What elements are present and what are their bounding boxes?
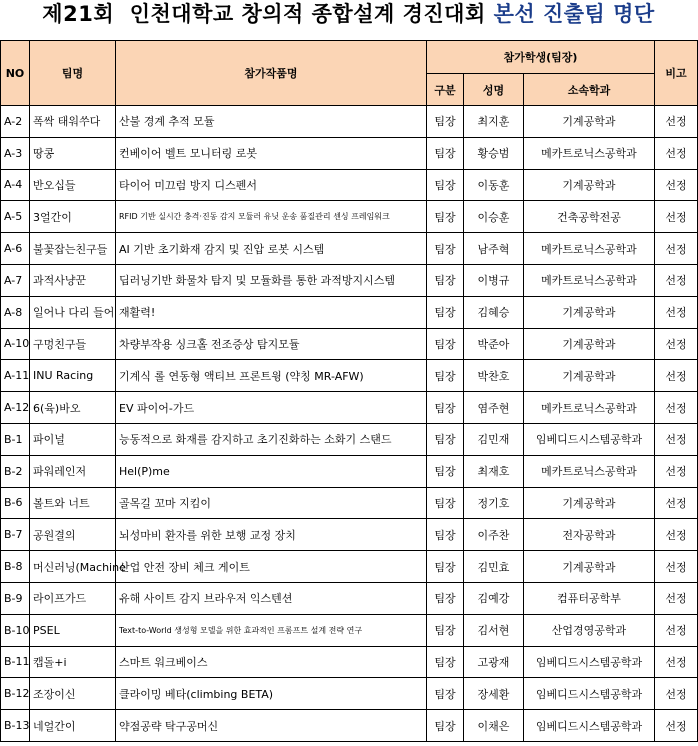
- row-note: 선정: [655, 646, 698, 678]
- row-role: 팀장: [427, 582, 464, 614]
- row-dept: 컴퓨터공학부: [524, 582, 655, 614]
- row-no: B-6: [1, 487, 30, 519]
- row-name: 박찬호: [464, 360, 524, 392]
- row-work: 뇌성마비 환자를 위한 보행 교정 장치: [116, 519, 427, 551]
- table-row: [1, 392, 698, 424]
- table-row: [1, 106, 698, 138]
- row-no: A-11: [1, 360, 30, 392]
- row-team: 6(육)바오: [30, 392, 116, 424]
- row-note: 선정: [655, 487, 698, 519]
- row-name: 김민효: [464, 551, 524, 583]
- row-role: 팀장: [427, 678, 464, 710]
- row-name: 이병규: [464, 264, 524, 296]
- row-note: 선정: [655, 423, 698, 455]
- row-name: 장세환: [464, 678, 524, 710]
- table-row: [1, 646, 698, 678]
- row-work: 클라이밍 베타(climbing BETA): [116, 678, 427, 710]
- row-no: B-2: [1, 455, 30, 487]
- row-name: 정기호: [464, 487, 524, 519]
- row-role: 팀장: [427, 169, 464, 201]
- table-row: [1, 296, 698, 328]
- row-dept: 임베디드시스템공학과: [524, 646, 655, 678]
- row-dept: 메카트로닉스공학과: [524, 137, 655, 169]
- row-dept: 기계공학과: [524, 169, 655, 201]
- row-note: 선정: [655, 614, 698, 646]
- row-team: 일어나 다리 들어: [30, 296, 116, 328]
- row-name: 최지훈: [464, 106, 524, 138]
- row-no: A-2: [1, 106, 30, 138]
- row-name: 남주혁: [464, 233, 524, 265]
- row-name: 최재호: [464, 455, 524, 487]
- row-name: 김서현: [464, 614, 524, 646]
- row-name: 이채은: [464, 710, 524, 742]
- row-dept: 전자공학과: [524, 519, 655, 551]
- finalist-table: [0, 40, 698, 742]
- row-no: A-4: [1, 169, 30, 201]
- row-note: 선정: [655, 392, 698, 424]
- row-team: 네얼간이: [30, 710, 116, 742]
- row-note: 선정: [655, 455, 698, 487]
- header-students: 참가학생(팀장): [427, 41, 655, 74]
- table-row: [1, 201, 698, 233]
- row-note: 선정: [655, 233, 698, 265]
- row-work: 기계식 롤 연동형 액티브 프론트윙 (약칭 MR-AFW): [116, 360, 427, 392]
- row-role: 팀장: [427, 614, 464, 646]
- row-dept: 기계공학과: [524, 106, 655, 138]
- row-dept: 임베디드시스템공학과: [524, 423, 655, 455]
- row-note: 선정: [655, 710, 698, 742]
- table-row: [1, 360, 698, 392]
- row-team: 볼트와 너트: [30, 487, 116, 519]
- row-name: 염주현: [464, 392, 524, 424]
- row-note: 선정: [655, 106, 698, 138]
- row-name: 김혜승: [464, 296, 524, 328]
- row-name: 황승범: [464, 137, 524, 169]
- row-note: 선정: [655, 519, 698, 551]
- row-role: 팀장: [427, 264, 464, 296]
- row-dept: 산업경영공학과: [524, 614, 655, 646]
- row-role: 팀장: [427, 233, 464, 265]
- row-team: 구멍친구들: [30, 328, 116, 360]
- row-role: 팀장: [427, 392, 464, 424]
- row-note: 선정: [655, 264, 698, 296]
- row-no: A-3: [1, 137, 30, 169]
- row-role: 팀장: [427, 519, 464, 551]
- row-role: 팀장: [427, 487, 464, 519]
- header-no: NO: [1, 41, 30, 106]
- row-name: 박준아: [464, 328, 524, 360]
- row-role: 팀장: [427, 710, 464, 742]
- row-role: 팀장: [427, 137, 464, 169]
- header-dept: 소속학과: [524, 74, 655, 106]
- row-team: 과적사냥꾼: [30, 264, 116, 296]
- row-role: 팀장: [427, 360, 464, 392]
- row-team: 캡돌+i: [30, 646, 116, 678]
- row-dept: 기계공학과: [524, 551, 655, 583]
- table-row: [1, 519, 698, 551]
- row-role: 팀장: [427, 551, 464, 583]
- row-note: 선정: [655, 169, 698, 201]
- row-name: 이동훈: [464, 169, 524, 201]
- row-no: A-6: [1, 233, 30, 265]
- row-team: INU Racing: [30, 360, 116, 392]
- table-row: [1, 137, 698, 169]
- row-dept: 기계공학과: [524, 487, 655, 519]
- table-row: [1, 455, 698, 487]
- row-no: A-12: [1, 392, 30, 424]
- row-team: PSEL: [30, 614, 116, 646]
- row-work: 재활력!: [116, 296, 427, 328]
- row-role: 팀장: [427, 646, 464, 678]
- row-note: 선정: [655, 201, 698, 233]
- row-dept: 기계공학과: [524, 328, 655, 360]
- row-work: Text-to-World 생성형 모델을 위한 효과적인 프롬프트 설계 전략 연구: [116, 614, 427, 646]
- row-work: 능동적으로 화재를 감지하고 초기진화하는 소화기 스탠드: [116, 423, 427, 455]
- table-row: [1, 233, 698, 265]
- row-work: 컨베이어 벨트 모니터링 로봇: [116, 137, 427, 169]
- row-work: RFID 기반 실시간 충격·진동 감지 모듈러 유닛 운송 품질관리 센싱 프레임워크: [116, 201, 427, 233]
- row-work: 골목길 꼬마 지킴이: [116, 487, 427, 519]
- row-work: Hel(P)me: [116, 455, 427, 487]
- row-name: 이주찬: [464, 519, 524, 551]
- row-dept: 메카트로닉스공학과: [524, 233, 655, 265]
- row-work: 스마트 워크베이스: [116, 646, 427, 678]
- table-row: [1, 614, 698, 646]
- row-work: 산업 안전 장비 체크 게이트: [116, 551, 427, 583]
- row-note: 선정: [655, 582, 698, 614]
- row-no: A-5: [1, 201, 30, 233]
- row-dept: 메카트로닉스공학과: [524, 392, 655, 424]
- row-team: 땅콩: [30, 137, 116, 169]
- row-role: 팀장: [427, 328, 464, 360]
- table-row: [1, 487, 698, 519]
- table-row: [1, 551, 698, 583]
- row-dept: 임베디드시스템공학과: [524, 710, 655, 742]
- header-name: 성명: [464, 74, 524, 106]
- row-note: 선정: [655, 678, 698, 710]
- row-team: 라이프가드: [30, 582, 116, 614]
- row-note: 선정: [655, 296, 698, 328]
- row-no: B-8: [1, 551, 30, 583]
- row-name: 김예강: [464, 582, 524, 614]
- row-dept: 메카트로닉스공학과: [524, 455, 655, 487]
- row-note: 선정: [655, 137, 698, 169]
- row-name: 김민재: [464, 423, 524, 455]
- row-no: B-12: [1, 678, 30, 710]
- row-team: 공원결의: [30, 519, 116, 551]
- table-row: [1, 710, 698, 742]
- header-work: 참가작품명: [116, 41, 427, 106]
- table-row: [1, 423, 698, 455]
- table-row: [1, 169, 698, 201]
- row-no: B-11: [1, 646, 30, 678]
- row-dept: 임베디드시스템공학과: [524, 678, 655, 710]
- row-team: 조장이신: [30, 678, 116, 710]
- row-work: 차량부작용 싱크홀 전조증상 탐지모듈: [116, 328, 427, 360]
- row-team: 불꽃잡는친구들: [30, 233, 116, 265]
- row-no: B-13: [1, 710, 30, 742]
- row-note: 선정: [655, 360, 698, 392]
- row-team: 3얼간이: [30, 201, 116, 233]
- row-no: A-8: [1, 296, 30, 328]
- header-team: 팀명: [30, 41, 116, 106]
- row-no: B-10: [1, 614, 30, 646]
- row-role: 팀장: [427, 296, 464, 328]
- row-dept: 메카트로닉스공학과: [524, 264, 655, 296]
- row-team: 파이널: [30, 423, 116, 455]
- title-prefix: 제: [42, 2, 64, 26]
- row-work: 딥러닝기반 화물차 탐지 및 모듈화를 통한 과적방지시스템: [116, 264, 427, 296]
- table-row: [1, 328, 698, 360]
- row-work: AI 기반 초기화재 감지 및 진압 로봇 시스템: [116, 233, 427, 265]
- row-dept: 기계공학과: [524, 360, 655, 392]
- row-name: 이승훈: [464, 201, 524, 233]
- row-team: 파워레인저: [30, 455, 116, 487]
- table-row: [1, 678, 698, 710]
- table-row: [1, 264, 698, 296]
- row-work: 약점공략 탁구공머신: [116, 710, 427, 742]
- page-title: [0, 0, 697, 36]
- row-work: 유해 사이트 감지 브라우저 익스텐션: [116, 582, 427, 614]
- header-note: 비고: [655, 41, 698, 106]
- row-no: A-10: [1, 328, 30, 360]
- row-no: B-9: [1, 582, 30, 614]
- row-team: 폭싹 태워쑤다: [30, 106, 116, 138]
- row-name: 고광재: [464, 646, 524, 678]
- row-no: B-1: [1, 423, 30, 455]
- title-middle: 회 인천대학교 창의적 종합설계 경진대회: [93, 2, 486, 26]
- row-note: 선정: [655, 551, 698, 583]
- row-work: 타이어 미끄럼 방지 디스펜서: [116, 169, 427, 201]
- row-no: B-7: [1, 519, 30, 551]
- title-highlight: 본선 진출팀 명단: [493, 2, 655, 26]
- row-role: 팀장: [427, 201, 464, 233]
- row-role: 팀장: [427, 106, 464, 138]
- row-dept: 건축공학전공: [524, 201, 655, 233]
- row-dept: 기계공학과: [524, 296, 655, 328]
- row-role: 팀장: [427, 423, 464, 455]
- row-no: A-7: [1, 264, 30, 296]
- row-note: 선정: [655, 328, 698, 360]
- title-number: 21: [63, 2, 94, 26]
- row-team: 반오십들: [30, 169, 116, 201]
- row-work: 산불 경계 추적 모듈: [116, 106, 427, 138]
- row-work: EV 파이어-가드: [116, 392, 427, 424]
- table-row: [1, 582, 698, 614]
- header-role: 구분: [427, 74, 464, 106]
- row-team: 머신러닝(Machine: [30, 551, 116, 583]
- row-role: 팀장: [427, 455, 464, 487]
